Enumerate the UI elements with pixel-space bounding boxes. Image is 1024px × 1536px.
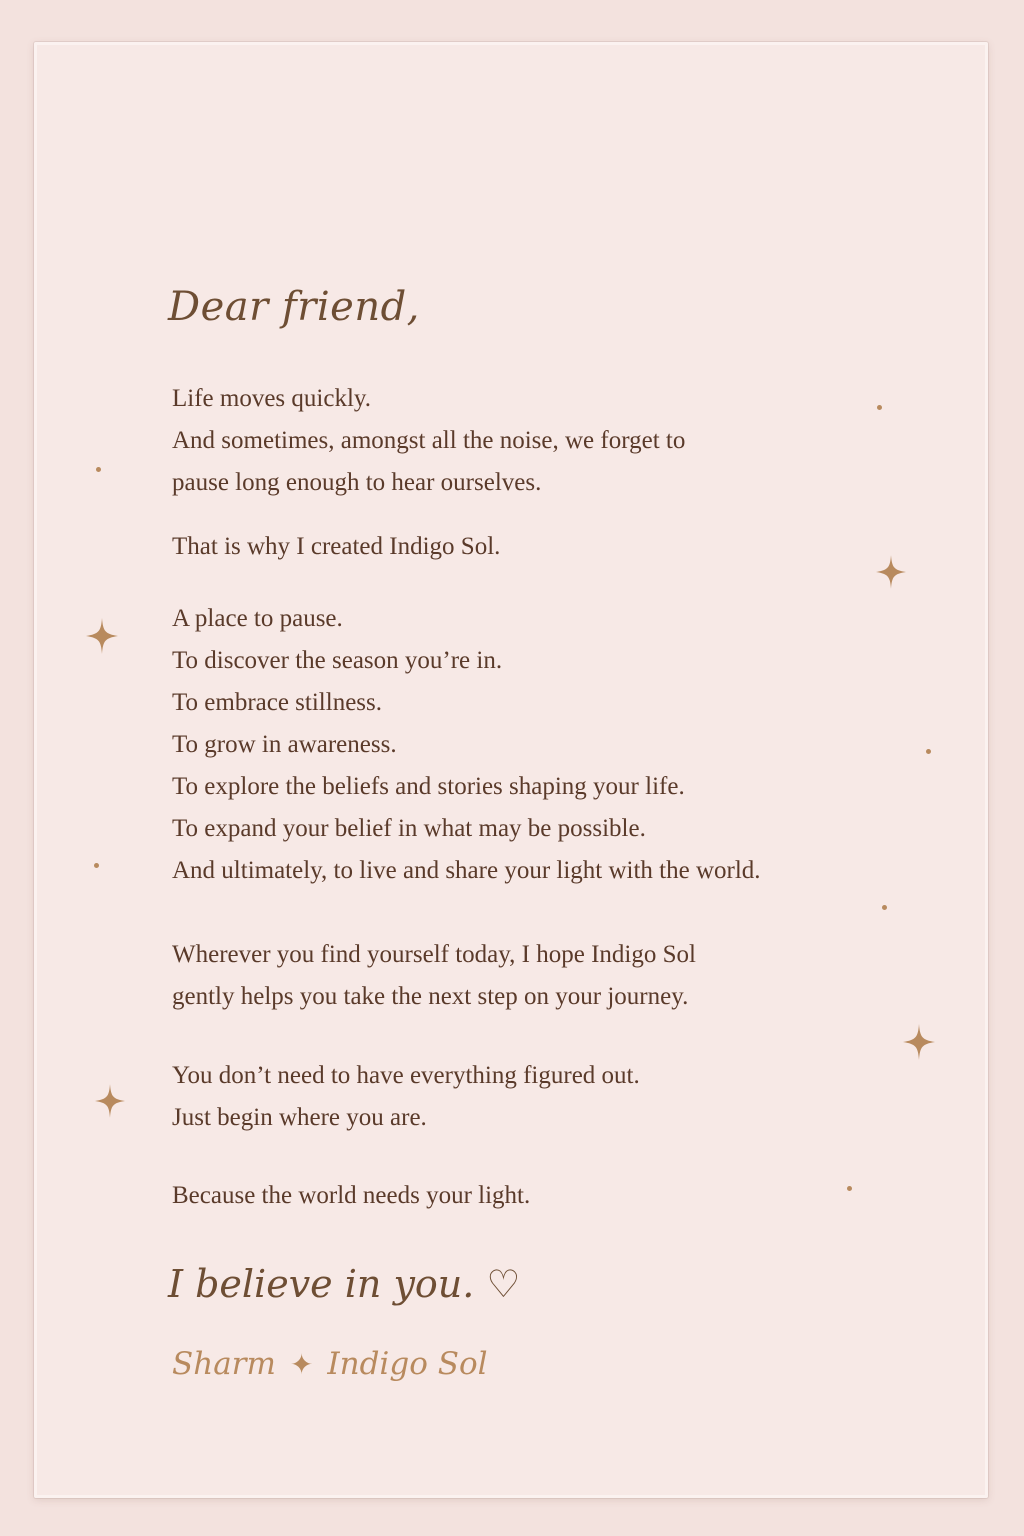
sparkle-icon — [86, 618, 118, 654]
letter-line: To embrace stillness. — [172, 689, 382, 716]
salutation: Dear friend, — [168, 284, 420, 330]
dot-ornament — [926, 749, 931, 754]
letter-line: Life moves quickly. — [172, 385, 372, 412]
signature-brand: Indigo Sol — [327, 1346, 488, 1382]
letter-line: Wherever you find yourself today, I hope Indigo Sol — [172, 941, 696, 968]
letter-line: A place to pause. — [172, 605, 343, 632]
closing-line: I believe in you. ♡ — [168, 1262, 521, 1306]
letter-line: To discover the season you’re in. — [172, 647, 503, 674]
letter-line: You don’t need to have everything figured out. — [172, 1062, 640, 1089]
paragraph — [172, 598, 872, 892]
dot-ornament — [94, 863, 99, 868]
letter-line: To grow in awareness. — [172, 731, 397, 758]
dot-ornament — [877, 405, 882, 410]
dot-ornament — [882, 905, 887, 910]
paragraph — [172, 526, 872, 568]
paragraph — [172, 1175, 872, 1217]
signature — [172, 1346, 488, 1382]
sparkle-icon — [876, 555, 906, 589]
dot-ornament — [96, 467, 101, 472]
letter-line: To explore the beliefs and stories shaping your life. — [172, 773, 685, 800]
sparkle-icon — [95, 1084, 125, 1118]
letter-line: Because the world needs your light. — [172, 1182, 531, 1209]
letter-line: And sometimes, amongst all the noise, we forget to — [172, 427, 686, 454]
paragraph — [172, 378, 872, 504]
sparkle-icon — [903, 1024, 935, 1060]
letter-line: Just begin where you are. — [172, 1104, 427, 1131]
letter-line: To expand your belief in what may be possible. — [172, 815, 646, 842]
paragraph — [172, 1055, 872, 1139]
letter-line: That is why I created Indigo Sol. — [172, 533, 501, 560]
letter-line: gently helps you take the next step on your journey. — [172, 983, 689, 1010]
letter-line: pause long enough to hear ourselves. — [172, 469, 542, 496]
star-separator-icon: ✦ — [289, 1347, 314, 1381]
paragraph — [172, 934, 872, 1018]
signature-name: Sharm — [172, 1346, 276, 1382]
letter-line: And ultimately, to live and share your light with the world. — [172, 857, 761, 884]
